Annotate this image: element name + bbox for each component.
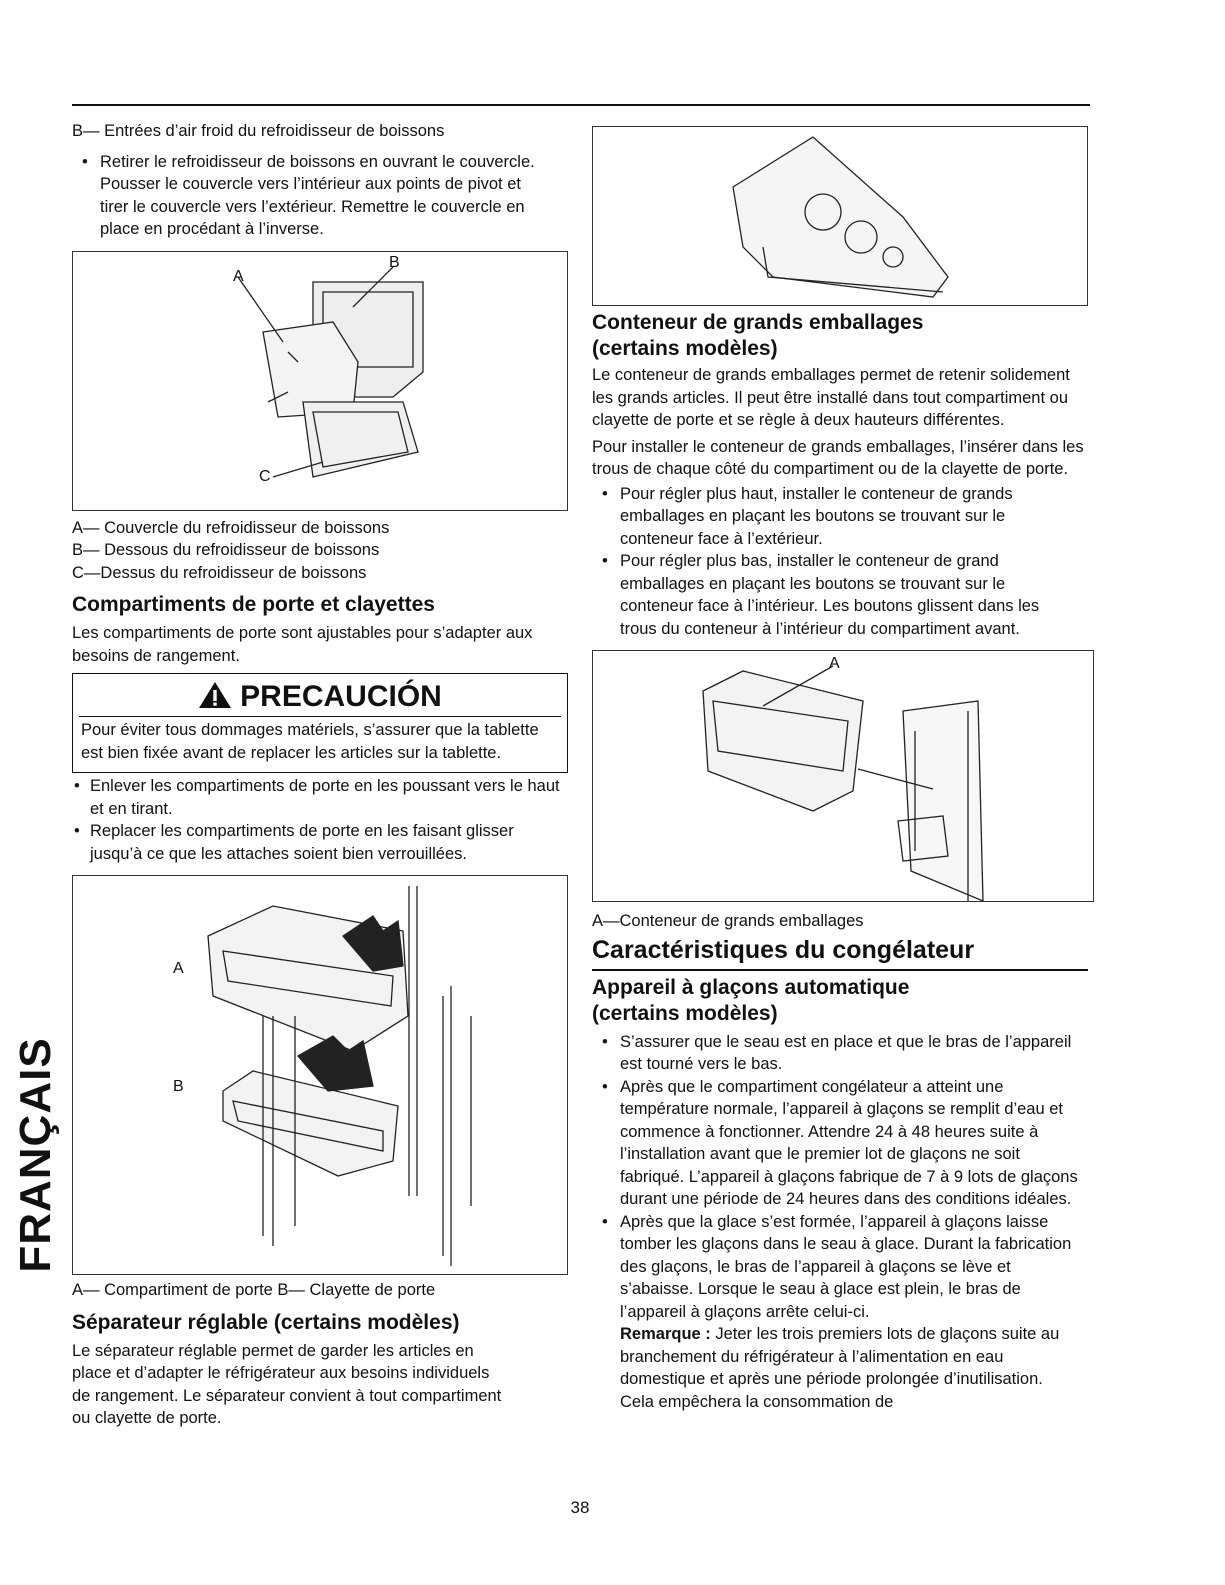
- fig4-label-a: A: [829, 655, 840, 672]
- caption-line: A— Couvercle du refroidisseur de boissons: [72, 518, 390, 537]
- figure-beverage-cooler: [72, 251, 568, 511]
- note-label: Remarque :: [620, 1325, 711, 1343]
- heading-line: (certains modèles): [592, 337, 778, 360]
- container-door-illustration: [593, 651, 1093, 901]
- caution-text: Pour éviter tous dommages matériels, s’assurer que la tablette est bien fixée avant de replacer les articles sur la tablette.: [81, 721, 539, 762]
- figure-container-top: [592, 126, 1088, 306]
- fig2-label-a: A: [173, 960, 184, 977]
- heading-line: Conteneur de grands emballages: [592, 311, 924, 334]
- heading-large-container: [592, 310, 1092, 362]
- paragraph-large-container: Le conteneur de grands emballages permet de retenir solidement les grands articles. Il peut être installé dans tout compartiment ou clayette de porte et se règle à deux hauteurs différentes.: [592, 366, 1070, 429]
- warning-triangle-icon: [198, 681, 232, 709]
- left-column: [72, 120, 572, 1430]
- bullet-ice-start: • Après que le compartiment congélateur a atteint une température normale, l’appareil à glaçons se remplit d’eau et commence à fonctionner. Attendre 24 à 48 heures suite à l’installation avant que le premier lot de glaçons ne soit fabriqué. L’appareil à glaçons fabrique de 7 à 9 lots de glaçons durant une période de 24 heures dans des conditions idéales.: [592, 1076, 1080, 1211]
- side-tab-label: FRANÇAIS: [11, 1037, 60, 1273]
- bullet-adjust-lower: • Pour régler plus bas, installer le conteneur de grand emballages en plaçant les boutons se trouvant sur le conteneur face à l’intérieur. Les boutons glissent dans les trous du conteneur à l’intérieur du compartiment avant.: [592, 550, 1080, 640]
- fig4-caption: A—Conteneur de grands emballages: [592, 912, 864, 930]
- note-text: Jeter les trois premiers lots de glaçons suite au branchement du réfrigérateur à l’alimentation en eau domestique et après une période prolongée d’inutilisation. Cela empêchera la consommation de: [620, 1325, 1060, 1411]
- bullet-remove-compartments: • Enlever les compartiments de porte en les poussant vers le haut et en tirant.: [72, 775, 572, 820]
- caution-box: [72, 673, 568, 773]
- language-side-tab: [8, 1020, 64, 1290]
- bullet-remove-cooler: • Retirer le refroidisseur de boissons en ouvrant le couvercle. Pousser le couvercle vers l’intérieur aux points de pivot et tirer le couvercle vers l’extérieur. Remettre le couvercle en place en procédant à l’inverse.: [72, 151, 540, 241]
- beverage-cooler-illustration: [73, 252, 567, 510]
- figure-container-door: [592, 650, 1094, 902]
- top-rule: [72, 104, 1090, 106]
- heading-freezer-features: Caractéristiques du congélateur: [592, 935, 975, 964]
- fig1-label-c: C: [259, 467, 271, 485]
- fig1-label-a: A: [233, 267, 244, 285]
- bullet-adjust-higher: • Pour régler plus haut, installer le conteneur de grands emballages en plaçant les boutons se trouvant sur le conteneur face à l’extérieur.: [592, 483, 1080, 551]
- page-number: 38: [570, 1498, 590, 1517]
- caution-title: PRECAUCIÓN: [240, 680, 442, 713]
- beverage-air-inlet-line: B— Entrées d’air froid du refroidisseur de boissons: [72, 122, 445, 140]
- heading-adjustable-divider: Séparateur réglable (certains modèles): [72, 1310, 460, 1334]
- figure-door-compartments: [72, 875, 568, 1275]
- heading-line: Appareil à glaçons automatique: [592, 975, 910, 999]
- right-column: [592, 120, 1092, 1413]
- section-rule: [592, 969, 1088, 971]
- heading-line: (certains modèles): [592, 1001, 778, 1025]
- large-container-illustration: [593, 127, 1087, 305]
- paragraph-install-container: Pour installer le conteneur de grands emballages, l’insérer dans les trous de chaque côté du compartiment ou de la clayette de porte.: [592, 437, 1084, 478]
- caution-header: [79, 678, 561, 717]
- bullet-ice-bucket: • S’assurer que le seau est en place et que le bras de l’appareil est tourné vers le bas.: [592, 1031, 1080, 1076]
- paragraph-door-compartments: Les compartiments de porte sont ajustables pour s’adapter aux besoins de rangement.: [72, 624, 533, 665]
- door-compartment-illustration: [73, 876, 567, 1274]
- bullet-ice-formed: • Après que la glace s’est formée, l’appareil à glaçons laisse tomber les glaçons dans le seau à glace. Durant la fabrication des glaçons, le bras de l’appareil à glaçons se lève et s’abaisse. Lorsque le seau à glace est plein, le bras de l’appareil à glaçons arrête celui-ci.: [592, 1211, 1080, 1324]
- heading-door-compartments: Compartiments de porte et clayettes: [72, 593, 435, 616]
- fig2-caption: A— Compartiment de porte B— Clayette de porte: [72, 1281, 436, 1299]
- fig1-caption: [72, 517, 572, 585]
- heading-ice-maker: [592, 975, 1092, 1027]
- caption-line: C—Dessus du refroidisseur de boissons: [72, 563, 367, 582]
- paragraph-adjustable-divider: Le séparateur réglable permet de garder les articles en place et d’adapter le réfrigérateur aux besoins individuels de rangement. Le séparateur convient à tout compartiment ou clayette de porte.: [72, 1341, 502, 1427]
- fig1-label-b: B: [389, 253, 400, 271]
- caption-line: B— Dessous du refroidisseur de boissons: [72, 541, 380, 559]
- fig2-label-b: B: [173, 1078, 184, 1095]
- bullet-replace-compartments: • Replacer les compartiments de porte en les faisant glisser jusqu’à ce que les attaches soient bien verrouillées.: [72, 820, 540, 865]
- note-paragraph: [592, 1323, 1080, 1413]
